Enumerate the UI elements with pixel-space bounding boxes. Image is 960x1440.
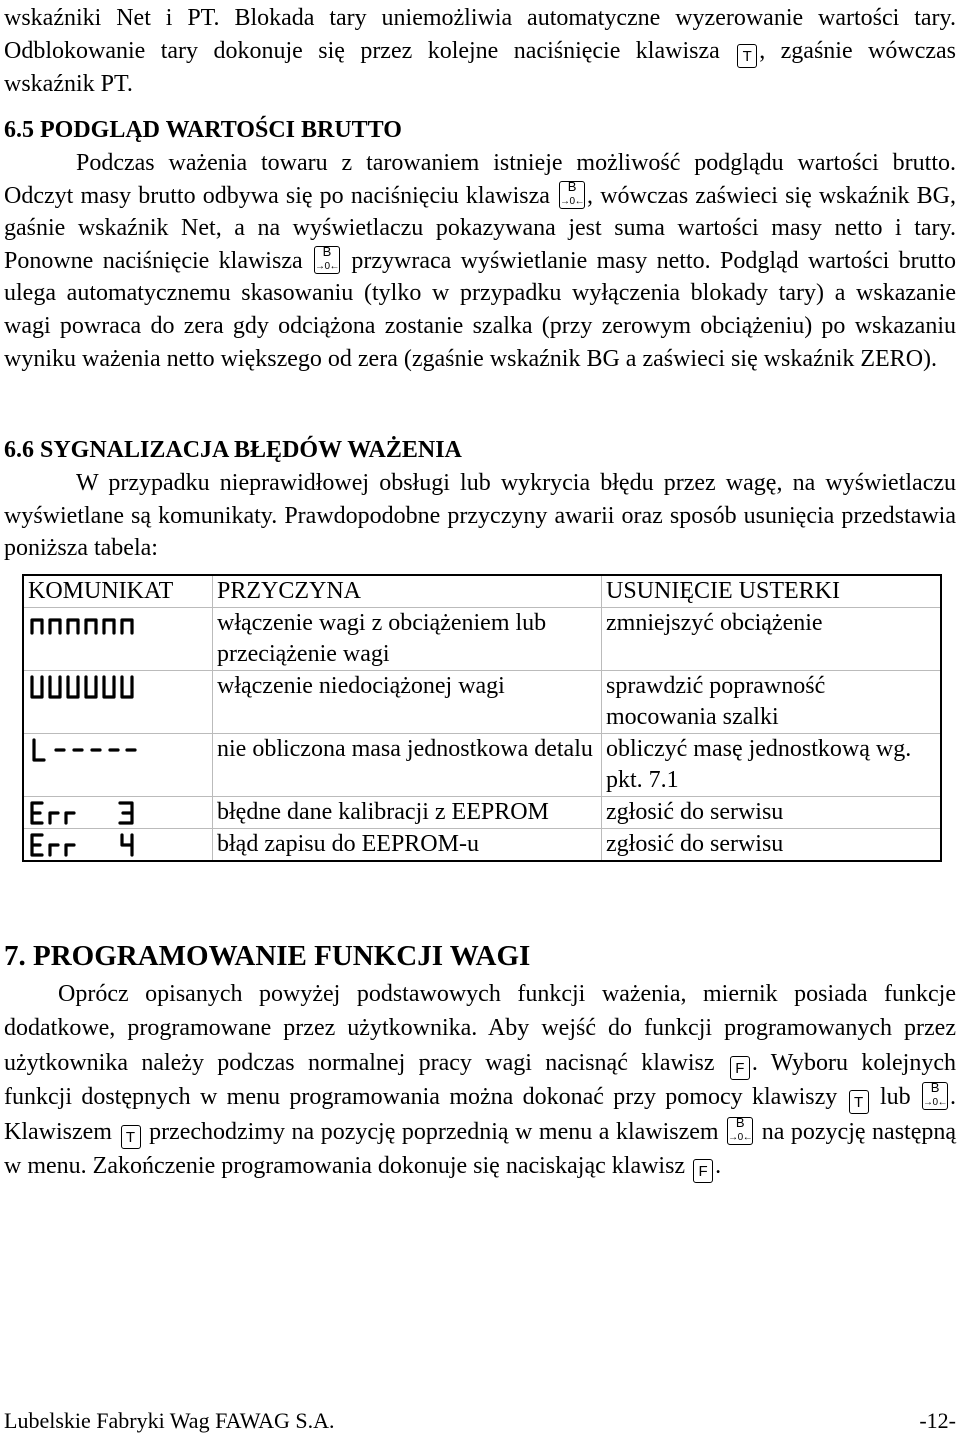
section-7-text-1: Oprócz opisanych powyżej podstawowych funkcji ważenia, miernik posiada funkcje dodatkowe, programowane przez użytkownika. Aby wejść do funkcji programowanych przez użytkownika należy podczas normalnej pracy wagi nacisnąć klawisz bbox=[4, 981, 956, 1076]
err-3-display-icon bbox=[28, 800, 138, 826]
function-key-icon: F bbox=[730, 1056, 750, 1080]
section-6-5-text-3: przywraca wyświetlanie masy netto. Podgląd wartości brutto ulega automatycznemu skasowaniu (tylko w przypadku wyłączenia blokady tary) a wskazanie wagi powraca do zera gdy odciążona zostanie szalka (przy zerowym obciążeniu) po wskazaniu wyniku ważenia netto większego od zera (zgaśnie wskaźnik BG a zaświeci się wskaźnik ZERO). bbox=[4, 247, 956, 372]
section-6-6-text: W przypadku nieprawidłowej obsługi lub wykrycia błędu przez wagę, na wyświetlaczu wyświetlane są komunikaty. Prawdopodobne przyczyny awarii oraz sposób usunięcia przedstawia poniższa tabela: bbox=[4, 470, 956, 562]
unit-mass-display-icon bbox=[28, 737, 138, 763]
cause-cell: włączenie wagi z obciążeniem lub przeciążenie wagi bbox=[213, 608, 602, 671]
fix-cell: sprawdzić poprawność mocowania szalki bbox=[602, 671, 942, 734]
section-7-text-5: przechodzimy na pozycję poprzednią w menu a klawiszem bbox=[149, 1118, 719, 1145]
cause-cell: błędne dane kalibracji z EEPROM bbox=[213, 797, 602, 829]
display-code bbox=[23, 829, 213, 862]
brutto-key-icon: B →0← bbox=[560, 178, 585, 207]
display-code bbox=[23, 797, 213, 829]
section-6-5-text-1: Podczas ważenia towaru z tarowaniem istnieje możliwość podglądu wartości brutto. Odczyt masy brutto odbywa się po naciśnięciu klawisza bbox=[4, 150, 956, 209]
header-fix: USUNIĘCIE USTERKI bbox=[602, 575, 942, 608]
section-7-text-2: . Wyboru kolejnych funkcji dostępnych w menu programowania można dokonać przy pomocy klawiszy bbox=[4, 1049, 957, 1111]
section-6-5-text-2: , wówczas zaświeci się wskaźnik BG, gaśnie wskaźnik Net, a na wyświetlaczu pokazywana jest suma wartości masy netto i tary. Ponowne naciśnięcie klawisza bbox=[4, 182, 957, 274]
section-6-6-paragraph bbox=[4, 467, 956, 565]
header-message: KOMUNIKAT bbox=[23, 575, 213, 608]
section-6-6-heading: 6.6 SYGNALIZACJA BŁĘDÓW WAŻENIA bbox=[4, 437, 462, 463]
display-code bbox=[23, 671, 213, 734]
section-7-heading: 7. PROGRAMOWANIE FUNKCJI WAGI bbox=[4, 940, 531, 972]
section-6-5-paragraph bbox=[4, 147, 956, 375]
table-row bbox=[23, 671, 941, 734]
tare-key-icon: T bbox=[121, 1125, 141, 1149]
underload-display-icon bbox=[28, 674, 138, 700]
section-7-text-7: . bbox=[715, 1153, 722, 1180]
table-row bbox=[23, 734, 941, 797]
error-messages-table bbox=[22, 574, 942, 862]
section-7-paragraph bbox=[4, 977, 956, 1183]
cause-cell: nie obliczona masa jednostkowa detalu bbox=[213, 734, 602, 797]
fix-cell: zmniejszyć obciążenie bbox=[602, 608, 942, 671]
table-header-row bbox=[23, 575, 941, 608]
fix-cell: zgłosić do serwisu bbox=[606, 831, 784, 857]
intro-paragraph bbox=[4, 2, 956, 100]
fix-cell: obliczyć masę jednostkową wg. pkt. 7.1 bbox=[602, 734, 942, 797]
brutto-key-icon: B →0← bbox=[728, 1114, 753, 1143]
header-cause: PRZYCZYNA bbox=[213, 575, 602, 608]
section-7-text-4: . Klawiszem bbox=[4, 1084, 957, 1145]
intro-text-end: , zgaśnie wówczas wskaźnik PT. bbox=[4, 37, 956, 97]
function-key-icon: F bbox=[693, 1159, 713, 1183]
cause-cell: błąd zapisu do EEPROM-u bbox=[213, 829, 602, 862]
err-4-display-icon bbox=[28, 832, 138, 858]
page-number: -12- bbox=[919, 1408, 956, 1433]
footer-company: Lubelskie Fabryki Wag FAWAG S.A. bbox=[4, 1408, 335, 1433]
tare-key-icon: T bbox=[849, 1090, 869, 1114]
intro-text: wskaźniki Net i PT. Blokada tary uniemożliwia automatyczne wyzerowanie wartości tary. Odblokowanie tary dokonuje się przez kolejne naciśnięcie klawisza bbox=[4, 5, 956, 64]
tare-key-icon: T bbox=[737, 44, 757, 68]
overload-display-icon bbox=[28, 611, 138, 637]
brutto-key-icon: B →0← bbox=[314, 243, 340, 272]
display-code bbox=[23, 608, 213, 671]
table-row bbox=[23, 797, 941, 829]
table-row bbox=[23, 608, 941, 671]
section-7-text-3: lub bbox=[880, 1084, 911, 1111]
section-6-5-heading: 6.5 PODGLĄD WARTOŚCI BRUTTO bbox=[4, 117, 402, 143]
table-row bbox=[23, 829, 941, 862]
cause-cell: włączenie niedociążonej wagi bbox=[213, 671, 602, 734]
section-7-text-6: na pozycję następną w menu. Zakończenie programowania dokonuje się naciskając klawisz bbox=[4, 1118, 957, 1180]
display-code bbox=[23, 734, 213, 797]
fix-cell: zgłosić do serwisu bbox=[602, 797, 942, 829]
brutto-key-icon: B →0← bbox=[923, 1080, 948, 1109]
